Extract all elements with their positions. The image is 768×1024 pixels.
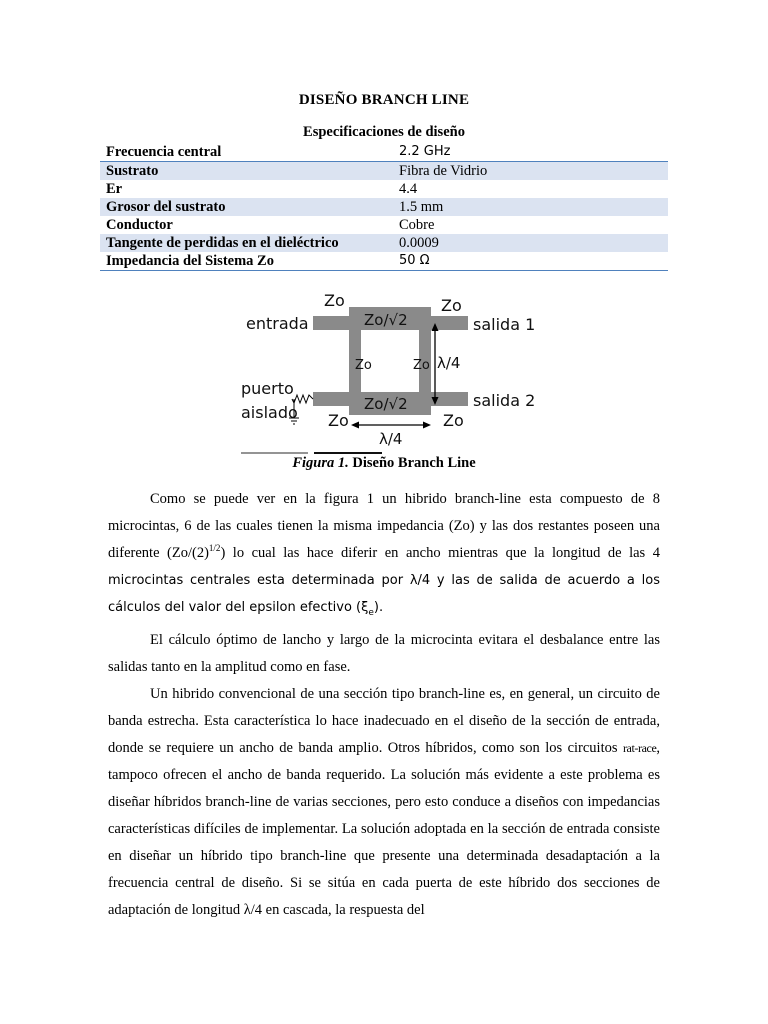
isolated-line [313, 392, 349, 406]
aislado-label: aislado [241, 403, 298, 422]
p3-text-b: , tampoco ofrecen el ancho de banda requerido. La solución más evidente a este problema es diseñar híbridos branch-line de varias secciones, pero esto conduce a diseños con impedancias características difíciles de implementar. La solución adoptada en la sección de entrada consiste en diseñar un híbrido tipo branch-line que presente una determinada desadaptación a la frecuencia central de diseño. Si se sitúa en cada puerta de este híbrido dos secciones de adaptación de longitud λ/4 en cascada, la respuesta del [108, 739, 660, 918]
arrowhead-right-icon [423, 422, 431, 429]
top-branch-label: Zo/√2 [364, 311, 408, 329]
p1-text-b: ) lo cual las hace diferir en ancho mientras que la longitud de las 4 [220, 545, 660, 561]
figure-caption-number: Figura 1. [292, 455, 349, 471]
spec-label: Er [106, 181, 123, 197]
p3-rat-race: rat-race [622, 740, 657, 755]
resistor-icon [292, 395, 313, 403]
table-row [100, 234, 668, 252]
table-row [100, 252, 668, 271]
branch-line-diagram [236, 284, 536, 458]
spec-value: 2.2 GHz [387, 143, 668, 162]
table-row [100, 162, 668, 181]
p1-text-c: microcintas centrales esta determinada por λ/4 y las de salida de acuerdo a los cálculos del valor del epsilon efectivo (ξ [108, 573, 660, 615]
entrada-label: entrada [246, 314, 309, 333]
p1-text-d: ). [373, 600, 384, 615]
body-text [108, 486, 660, 924]
table-row [100, 180, 668, 198]
zo-label-left-branch: Zo [355, 358, 372, 373]
table-row [100, 198, 668, 216]
spec-label: Tangente de perdidas en el dieléctrico [100, 234, 387, 252]
salida2-label: salida 2 [473, 391, 536, 410]
paragraph-2: El cálculo óptimo de lancho y largo de la microcinta evitara el desbalance entre las salidas tanto en la amplitud como en fase. [108, 631, 660, 675]
table-row [100, 216, 668, 234]
bottom-branch-label: Zo/√2 [364, 395, 408, 413]
page-title: DISEÑO BRANCH LINE [298, 92, 470, 108]
spec-value: 4.4 [399, 181, 418, 197]
p1-superscript: 1/2 [208, 543, 221, 553]
p1-subscript: e [368, 607, 374, 618]
paragraph-3 [108, 681, 660, 924]
spec-value: 1.5 mm [387, 198, 668, 216]
spec-label: Grosor del sustrato [100, 198, 387, 216]
spec-label: Frecuencia central [100, 143, 387, 162]
spec-value: 50 Ω [387, 252, 668, 271]
zo-label-input: Zo [324, 291, 345, 310]
p1-text-a: Como se puede ver en la figura 1 un hibrido branch-line esta compuesto de 8 microcintas, 6 de las cuales tienen la misma impedancia (Zo) y las dos restantes poseen una diferente (Zo/(2) [108, 491, 660, 561]
input-line [313, 316, 349, 330]
arrowhead-left-icon [351, 422, 359, 429]
figure-caption-text: Diseño Branch Line [348, 455, 476, 471]
zo-label-output1: Zo [441, 296, 462, 315]
puerto-label: puerto [241, 379, 294, 398]
spec-value: Cobre [399, 217, 435, 233]
spec-table [100, 143, 668, 271]
spec-table-caption: Especificaciones de diseño [303, 124, 465, 140]
salida1-label: salida 1 [473, 315, 536, 334]
spec-label: Sustrato [100, 162, 387, 181]
lambda-horizontal-label: λ/4 [379, 430, 403, 448]
spec-label: Conductor [106, 217, 173, 233]
spec-value: Fibra de Vidrio [387, 162, 668, 181]
spec-label: Impedancia del Sistema Zo [100, 252, 387, 271]
zo-label-output2: Zo [443, 411, 464, 430]
spec-value: 0.0009 [387, 234, 668, 252]
p3-text-a: Un hibrido convencional de una sección tipo branch-line es, en general, un circuito de banda estrecha. Esta característica lo hace inadecuado en el diseño de la sección de entrada, donde se requiere un ancho de banda amplio. Otros híbridos, como son los circuitos [108, 685, 660, 756]
branch-line-figure [236, 284, 536, 458]
figure-caption [0, 455, 768, 472]
lambda-vertical-label: λ/4 [437, 354, 461, 372]
table-row [100, 143, 668, 162]
zo-label-isolated: Zo [328, 411, 349, 430]
zo-label-right-branch: Zo [413, 358, 430, 373]
paragraph-1 [108, 486, 660, 627]
